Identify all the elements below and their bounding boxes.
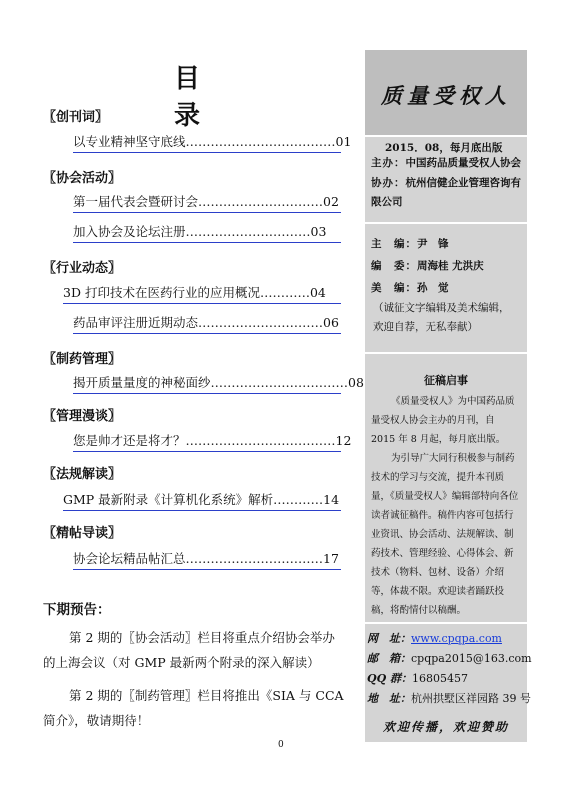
masthead-sidebar: [365, 50, 532, 742]
masthead-banner: [365, 50, 527, 137]
toc-entry-title: 第一届代表会暨研讨会: [73, 194, 199, 209]
issue-info: 2015．08，每月底出版: [385, 142, 503, 154]
toc-entry[interactable]: GMP 最新附录《计算机化系统》解析…………14: [63, 491, 341, 511]
contact-address: 地 址：杭州拱墅区祥园路 39 号: [367, 692, 531, 705]
divider: [365, 352, 527, 354]
toc-entry[interactable]: 揭开质量量度的神秘面纱……………………………08: [73, 374, 341, 394]
toc-entry-title: 加入协会及论坛注册: [73, 224, 186, 239]
notice-paragraph: 为引导广大同行积极参与制药技术的学习与交流，提升本刊质量，《质量受权人》编辑部特向各位读者诚征稿件。稿件内容可包括行业资讯、协会活动、法规解读、制药技术、管理经验、心得体会、新技术（物料、包材、设备）介绍等，体裁不限。欢迎读者踊跃投稿，将酌情付以稿酬。: [371, 453, 519, 616]
section-heading: 〖管理漫谈〗: [43, 409, 122, 424]
toc-entry-page: 01: [335, 134, 352, 149]
divider: [365, 222, 527, 224]
toc-entry[interactable]: 加入协会及论坛注册…………………………03: [73, 223, 341, 243]
toc-entry[interactable]: 协会论坛精品帖汇总……………………………17: [73, 550, 341, 570]
toc-entry-page: 12: [335, 433, 352, 448]
coorganizer: 协办：杭州信健企业管理咨询有限公司: [371, 177, 521, 208]
preview-paragraph: 第 2 期的〖协会活动〗栏目将重点介绍协会举办的上海会议（对 GMP 最新两个附录的深入解读）: [43, 630, 335, 670]
notice-title: 征稿启事: [424, 374, 468, 387]
notice-paragraph: 《质量受权人》为中国药品质量受权人协会主办的月刊，自 2015 年 8 月起，每月底出版。: [371, 396, 515, 445]
toc-title: 目 录: [173, 64, 216, 131]
page-number: 0: [278, 740, 284, 750]
toc-entry-title: 3D 打印技术在医药行业的应用概况: [63, 285, 260, 300]
slogan: 欢迎传播，欢迎赞助: [382, 720, 509, 734]
preview-title: 下期预告：: [43, 602, 111, 618]
toc-entry-page: 08: [348, 375, 364, 390]
toc-entry-page: 17: [323, 551, 339, 566]
section-heading: 〖协会活动〗: [43, 171, 122, 186]
art-note: （诚征文字编辑及美术编辑，欢迎自荐，无私奉献）: [373, 302, 510, 333]
toc-entry-title: 药品审评注册近期动态: [73, 315, 199, 330]
toc-entry[interactable]: 第一届代表会暨研讨会…………………………02: [73, 193, 341, 213]
section-heading: 〖精帖导读〗: [43, 526, 122, 541]
toc-entry-page: 02: [323, 194, 339, 209]
contact-email: 邮 箱：cpqpa2015@163.com: [367, 652, 532, 665]
toc-entry-title: 您是帅才还是将才？: [73, 433, 186, 448]
toc-entry-title: 协会论坛精品帖汇总: [73, 551, 186, 566]
art-editor: 美 编：孙 觉: [371, 282, 449, 294]
contact-qq: QQ 群：16805457: [367, 672, 468, 685]
toc-entry-title: 揭开质量量度的神秘面纱: [73, 375, 211, 390]
divider: [365, 622, 527, 624]
toc-entry[interactable]: 您是帅才还是将才？………………………………12: [73, 432, 341, 452]
chief-editor: 主 编：尹 锋: [371, 238, 449, 250]
toc-entry-page: 03: [310, 224, 327, 239]
section-heading: 〖行业动态〗: [43, 261, 122, 276]
notice-body: [371, 392, 521, 620]
toc-entry-page: 06: [323, 315, 339, 330]
section-heading: 〖法规解读〗: [43, 467, 122, 482]
section-heading: 〖制药管理〗: [43, 352, 122, 367]
toc-entry[interactable]: 药品审评注册近期动态…………………………06: [73, 314, 341, 334]
editorial-board: 编 委：周海桂 尤洪庆: [371, 260, 484, 272]
preview-paragraph: 第 2 期的〖制药管理〗栏目将推出《SIA 与 CCA 简介》，敬请期待！: [43, 688, 344, 728]
contact-website: 网 址：www.cpqpa.com: [367, 632, 502, 645]
toc-entry-title: 以专业精神坚守底线: [73, 134, 186, 149]
toc-entry-page: 14: [323, 492, 340, 507]
website-link[interactable]: www.cpqpa.com: [411, 632, 502, 645]
toc-entry[interactable]: 3D 打印技术在医药行业的应用概况…………04: [63, 284, 341, 304]
toc-entry[interactable]: 以专业精神坚守底线………………………………01: [73, 133, 341, 153]
toc-entry-page: 04: [309, 285, 326, 300]
section-heading: 〖创刊词〗: [43, 110, 109, 125]
organizer: 主办：中国药品质量受权人协会: [371, 157, 521, 169]
magazine-title: 质量受权人: [381, 83, 511, 108]
toc-entry-title: GMP 最新附录《计算机化系统》解析: [63, 492, 274, 507]
